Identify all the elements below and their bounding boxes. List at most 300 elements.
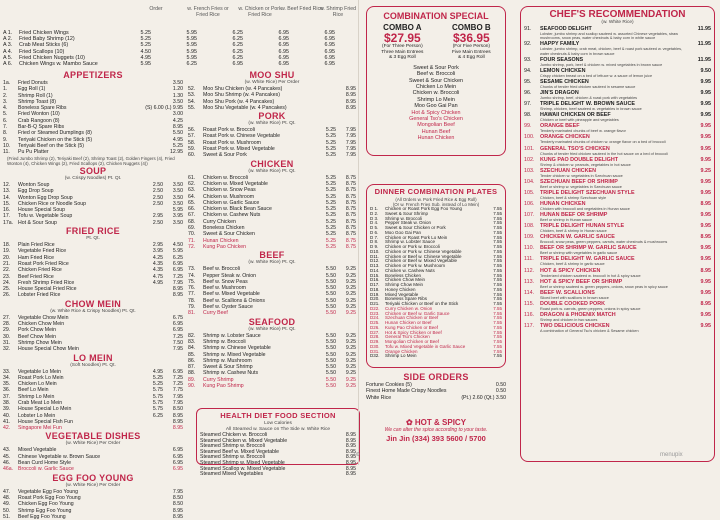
item-number: D15. <box>370 272 380 278</box>
item-price-quart: 6.95 <box>172 321 183 328</box>
item-price-pint: 5.50 <box>325 364 336 371</box>
item-price: 4.50 <box>140 48 151 55</box>
item-number: D24. <box>370 315 380 321</box>
header-shrimp: w. Shrimp Fried Rice <box>319 6 357 18</box>
item-name: Sweet & Sour Shrimp <box>203 364 253 371</box>
health-sub2: All Steamed w. Sauce on The Side w. White Rice <box>225 427 331 432</box>
vegetable-dishes-subtitle: (w. White Rice) Per Order <box>65 441 121 447</box>
item-name: SESAME CHICKEN <box>540 78 589 85</box>
item-price-quart: 6.25 <box>172 254 183 261</box>
chef-item-description: Lobster, jumbo shrimp, crab meat, chicken, beef & roast pork sauteed w. vegetables, water chestnuts & baby corn in brown sauce <box>540 47 683 56</box>
item-name: Chicken or Roast Pork Egg Foo Young <box>385 206 463 211</box>
combo-a-desc: (For Three Person) Three Main Entrees & 3 Egg Roll <box>381 44 424 61</box>
item-price-quart: 5.95 <box>172 248 183 255</box>
item-name: Roast Pork Lo Mein <box>18 374 64 381</box>
item-price: 8.95 <box>172 124 183 131</box>
item-name: SZECHUAN BEEF OR SHRIMP <box>540 178 618 185</box>
item-name: Roast Pork w. Broccoli <box>203 127 255 134</box>
item-number: D 6. <box>370 229 379 235</box>
item-price: 7.55 <box>493 206 502 211</box>
item-number: 95. <box>524 78 532 85</box>
item-name: Beef w. Broccoli <box>203 266 240 273</box>
header-beef: w. Beef Fried Rice <box>280 6 324 12</box>
item-name: Chicken Lo Mein <box>18 381 57 388</box>
item-price: 8.95 <box>345 454 356 461</box>
item-name: JIN'S DRAGON <box>540 90 579 97</box>
item-price: 7.55 <box>493 263 502 268</box>
item-price: 7.55 <box>493 343 502 349</box>
item-price-quart: 8.75 <box>345 243 356 250</box>
item-price: 6.95 <box>324 30 335 36</box>
item-name: Shrimp Lo Mein <box>18 393 55 400</box>
moo-shu-subtitle: (w. White Rice) Per Order <box>244 80 300 85</box>
item-price-quart: 9.25 <box>345 291 356 298</box>
item-price: 5.95 <box>140 60 151 67</box>
item-name: Shrimp Toast (8) <box>18 98 56 105</box>
item-number: 36. <box>3 387 11 394</box>
item-name: Tofu w. Mixed Vegetable in Garlic Sauce <box>385 343 466 349</box>
item-price: (Pt.) 2.60 (Qt.) 3.50 <box>461 394 506 401</box>
item-price: 9.95 <box>700 145 711 152</box>
header-chicken-pork: w. Chicken or Pork Fried Rice <box>238 6 282 18</box>
combo-b <box>452 23 491 61</box>
chef-title: CHEF'S RECOMMENDATION <box>549 9 686 20</box>
item-price: 7.55 <box>493 305 502 311</box>
item-number: 30. <box>3 333 11 340</box>
item-price: 5.25 <box>140 42 151 49</box>
item-name: Beef w. Oyster Sauce <box>203 304 253 311</box>
vegetable-dishes-title: VEGETABLE DISHES <box>45 431 141 442</box>
item-name: Chicken Egg Foo Young <box>18 501 74 508</box>
item-price-quart: 9.25 <box>345 266 356 273</box>
item-number: D 8. <box>370 239 379 245</box>
item-price-pint: 5.75 <box>152 387 163 394</box>
item-name: Honey Chicken <box>385 286 416 292</box>
item-number: 7. <box>3 124 8 131</box>
item-name: Curry Shrimp <box>203 376 234 383</box>
chef-item-description: Chunks of tender fried chicken sauteed in the hot sauce on a bed of broccoli <box>540 151 668 156</box>
item-name: Steamed Scallop w. Mixed Vegetable <box>200 465 286 472</box>
item-number: 32. <box>3 346 11 353</box>
item-price: 9.95 <box>700 134 711 141</box>
item-price-quart: 8.95 <box>172 292 183 299</box>
item-price: 6.95 <box>278 36 289 43</box>
item-number: 81. <box>188 310 196 317</box>
item-price: 6.95 <box>232 60 243 67</box>
item-price-pint <box>143 346 163 352</box>
item-name: Roast Pork w. Mushroom <box>203 139 261 146</box>
pork-title: PORK <box>258 111 286 122</box>
item-price-quart: 7.95 <box>345 133 356 140</box>
item-name: Beef w. Mixed Vegetable <box>203 291 260 298</box>
item-price-pint: 5.50 <box>325 370 336 377</box>
item-name: GENERAL TSO'S CHICKEN <box>540 145 610 152</box>
item-number: 45. <box>3 453 11 460</box>
item-number: 105. <box>524 189 535 196</box>
item-price: 5.25 <box>140 36 151 43</box>
item-name: Shrimp w. Mushroom <box>203 357 252 364</box>
moo-shu-title: MOO SHU <box>249 70 295 80</box>
item-number: D21. <box>370 301 380 306</box>
item-name: Shrimp Chow Mein <box>385 282 424 287</box>
item-price: 11.95 <box>697 41 711 48</box>
item-name: House Special Soup <box>18 207 66 214</box>
fried-rice-title: FRIED RICE <box>65 226 120 237</box>
item-name: Moo Shu Shrimp (w. 4 Pancakes) <box>203 92 280 99</box>
item-price: 9.95 <box>700 223 711 230</box>
watermark: menupix <box>660 452 683 458</box>
item-price: 3.50 <box>172 98 183 105</box>
item-name: Teriyaki Chicken or Beef on the Stick <box>385 301 459 306</box>
item-name: TRIPLE DELIGHT HUNAN STYLE <box>540 223 625 230</box>
item-price: 4.95 <box>140 54 151 61</box>
item-number: 93. <box>524 56 532 63</box>
item-number: 107. <box>524 212 535 219</box>
item-name: ORANGE CHICKEN <box>540 134 590 141</box>
item-name: Sweet & Sour Chicken or Pork <box>385 225 446 230</box>
item-name: Steamed Shrimp w. Broccoli <box>200 443 265 450</box>
chef-item-description: Tenderized chicken sauteed w. broccoli in hot & spicy sauce <box>540 273 641 278</box>
item-name: HOT & SPICY BEEF OR SHRIMP <box>540 278 623 285</box>
chef-item-description: Chicken, beef & shrimp in garlic sauce <box>540 262 605 267</box>
item-name: Crab Meat Lo Mein <box>18 399 63 406</box>
section-chow-mein <box>3 299 183 353</box>
item-number: 64. <box>188 193 196 200</box>
combo-entree: Sweet & Sour Pork <box>413 64 459 71</box>
item-price-quart: 8.75 <box>345 199 356 206</box>
item-number: A 3. <box>3 42 13 49</box>
item-name: Fried or Steamed Dumplings (8) <box>18 130 92 137</box>
item-price: 7.95 <box>172 488 183 495</box>
item-name: TRIPLE DELIGHT W. BROWN SAUCE <box>540 101 635 108</box>
item-number: D 1. <box>370 206 379 211</box>
section-pork <box>188 111 356 158</box>
item-price-quart: 8.75 <box>345 174 356 181</box>
item-number: 28. <box>3 321 11 328</box>
item-name: Roast Pork Fried Rice <box>18 260 69 267</box>
item-number: D11. <box>370 253 380 259</box>
item-price: 6.95 <box>324 54 335 61</box>
item-number: 111. <box>524 256 534 263</box>
menu-item <box>188 310 356 316</box>
combo-a <box>381 23 423 61</box>
item-price: 6.95 <box>324 60 335 67</box>
item-name: Curry Chicken w. Onion <box>385 305 433 311</box>
item-price-pint: 5.25 <box>152 381 163 388</box>
item-number: D18. <box>370 286 380 292</box>
item-price-pint: 5.25 <box>325 225 336 232</box>
item-price-quart: 3.50 <box>172 181 183 188</box>
item-number: 92. <box>524 41 532 48</box>
item-name: Beef w. Scallions & Onions <box>203 297 265 304</box>
item-name: Boneless Spare Ribs <box>18 105 67 112</box>
item-price-pint: 5.25 <box>325 243 336 250</box>
item-name: Hot & Spicy Chicken or Beef <box>385 329 442 335</box>
item-number: D16. <box>370 277 380 283</box>
item-price: 7.55 <box>493 348 502 354</box>
combo-entree: Mongolian Beef <box>417 122 455 129</box>
item-price: 5.95 <box>186 30 197 36</box>
item-price: 8.50 <box>172 494 183 501</box>
side-orders <box>366 372 506 401</box>
item-price: 6.95 <box>172 453 183 460</box>
chef-item-description: Shrimp, chicken, beef sauteed w. vegetables in brown sauce <box>540 107 642 112</box>
chef-item-description: Beef or shrimp w. vegetables in Szechuan sauce <box>540 184 622 189</box>
item-number: 100. <box>524 134 535 141</box>
item-number: D28. <box>370 334 380 340</box>
chef-item <box>524 279 711 285</box>
item-price-quart: 3.95 <box>172 213 183 220</box>
item-name: Finest Home Made Crispy Noodles <box>366 388 447 395</box>
item-number: 104. <box>524 178 535 185</box>
item-name: Kung Pao Chicken <box>203 243 246 250</box>
item-number: A 6. <box>3 60 13 67</box>
chef-item-description: Jumbo shrimp, beef, chicken & roast pork with vegetables <box>540 96 638 101</box>
item-price-quart: 8.95 <box>172 286 183 293</box>
item-price-quart: 9.25 <box>345 345 356 352</box>
item-name: Egg Drop Soup <box>18 188 54 195</box>
item-number: 10. <box>3 142 11 149</box>
item-name: Lobster Lo Mein <box>18 412 56 419</box>
item-name: Wonton Soup <box>18 181 50 188</box>
item-price: 12.95 <box>170 149 183 156</box>
item-price: 4.25 <box>172 117 183 124</box>
item-price: 7.55 <box>493 315 502 321</box>
item-price: 5.95 <box>186 42 197 49</box>
item-price: 8.95 <box>345 459 356 466</box>
item-number: 48. <box>3 494 11 501</box>
item-price: 6.95 <box>278 48 289 55</box>
item-name: Shrimp Chow Mein <box>18 339 62 346</box>
health-sub1: Low Calories <box>264 421 292 426</box>
item-number: 1a. <box>3 80 11 86</box>
phone-number[interactable]: Jin Jin (334) 393 5600 / 5700 <box>386 434 486 443</box>
item-number: 40. <box>3 412 11 419</box>
section-seafood <box>188 317 356 390</box>
wings-row <box>3 61 353 67</box>
item-number: 62. <box>188 180 196 187</box>
menu-item <box>188 383 356 389</box>
item-price: 7.55 <box>493 210 502 216</box>
item-price-quart: 9.25 <box>345 376 356 383</box>
item-price-quart: 7.25 <box>172 333 183 340</box>
item-number: D13. <box>370 263 380 268</box>
item-price-pint: 2.95 <box>152 213 163 220</box>
item-name: Beef Egg Foo Young <box>18 513 66 520</box>
item-price: 3.00 <box>172 111 183 118</box>
item-name: ORANGE BEEF <box>540 123 580 130</box>
item-name: Orange Chicken <box>385 348 418 354</box>
item-name: HAPPY FAMILY <box>540 41 580 48</box>
item-name: Boneless Spare Ribs <box>385 296 428 302</box>
item-name: Steamed Chicken w. Mixed Vegetable <box>200 437 288 444</box>
item-price: 7.55 <box>493 282 502 287</box>
item-price-quart: 6.95 <box>172 260 183 267</box>
item-name: Chicken Wings w. Mambo Sauce <box>19 60 98 67</box>
item-price-quart: 3.50 <box>172 219 183 226</box>
item-name: Vegetable Lo Mein <box>18 368 61 375</box>
item-name: Chicken w. Mushroom <box>203 193 255 200</box>
seafood-subtitle: (w. White Rice) Pt. Qt. <box>248 326 296 332</box>
item-price-quart: 3.50 <box>172 188 183 195</box>
item-price: 7.55 <box>493 244 502 249</box>
item-price: 8.95 <box>345 86 356 92</box>
chef-item-description: Shrimp & chicken w. peanuts, vegetables in hot sauce <box>540 162 631 167</box>
item-number: 38. <box>3 399 11 406</box>
combo-entree: Beef w. Broccoli <box>416 71 456 78</box>
item-price-pint: 5.25 <box>325 180 336 187</box>
item-name: Shrimp w. Lobster Sauce <box>203 332 261 339</box>
item-price-pint: 5.50 <box>325 338 336 345</box>
item-price-pint: 5.25 <box>152 374 163 381</box>
column-1 <box>3 70 183 520</box>
item-name: Wonton Egg Drop Soup <box>18 194 73 201</box>
item-number: 14. <box>3 194 11 201</box>
chef-item <box>524 146 711 152</box>
item-price: 4.95 <box>172 136 183 143</box>
item-price: 7.55 <box>493 329 502 335</box>
item-name: House Special Fish Fun <box>18 418 74 425</box>
item-price: 8.95 <box>345 437 356 444</box>
item-price-pint: 2.50 <box>152 188 163 195</box>
item-name: SEAFOOD DELIGHT <box>540 26 592 32</box>
item-number: 71. <box>188 237 196 244</box>
item-price-pint: 5.50 <box>325 351 336 358</box>
chef-item <box>524 290 711 296</box>
item-price: 6.95 <box>278 42 289 49</box>
item-price-quart: 9.25 <box>345 310 356 317</box>
item-number: 88. <box>188 370 196 377</box>
item-name: Pepper Steak w. Onion <box>385 220 432 226</box>
item-price-quart: 8.75 <box>345 180 356 187</box>
item-price: 9.95 <box>700 156 711 163</box>
lo-mein-title: LO MEIN <box>73 352 113 363</box>
item-name: General Tso's Chicken <box>385 334 430 340</box>
chef-item-description: Chicken, beef & shrimp in Hunan sauce <box>540 229 607 234</box>
item-number: 116. <box>524 311 535 318</box>
dinner-list <box>370 207 502 359</box>
item-price-quart: 8.75 <box>345 218 356 225</box>
item-number: 3. <box>3 98 8 105</box>
item-name: Beef w. Mushroom <box>203 285 246 292</box>
section-vegetable-dishes <box>3 431 183 472</box>
chef-item-description: Beef or shrimp with vegetables in garlic sauce <box>540 251 618 256</box>
item-number: 108. <box>524 223 535 230</box>
chef-item-description: Chicken, beef & shrimp Szechuan style <box>540 195 607 200</box>
item-name: Sweet & Sour Pork <box>203 152 247 159</box>
column-divider <box>358 0 359 465</box>
item-price-quart: 7.95 <box>345 146 356 153</box>
item-price: 6.95 <box>278 60 289 67</box>
item-price: 6.95 <box>278 54 289 61</box>
item-name: Pu Pu Platter <box>18 149 49 156</box>
page-number: 00 <box>354 452 360 458</box>
chef-item-description: Lobster, jumbo shrimp and scallop sauteed w. assorted Chinese vegetables, straw mushrooms, snow peas, water chestnuts & baby corn in white sauce <box>540 32 679 41</box>
item-number: 60. <box>188 152 196 159</box>
item-name: Shrimp w. Cashew Nuts <box>203 370 259 377</box>
item-name: Chicken or Beef w. Garlic Sauce <box>385 310 450 316</box>
item-price-quart: 8.95 <box>172 412 183 419</box>
item-name: Fried Wonton (10) <box>18 111 60 118</box>
item-name: Plain Fried Rice <box>18 242 55 249</box>
combo-entree: General Tso's Chicken <box>409 116 463 123</box>
item-name: Beef w. Snow Peas <box>203 278 248 285</box>
item-number: 73. <box>188 266 196 273</box>
item-name: FOUR SEASONS <box>540 56 584 63</box>
health-item <box>200 472 356 478</box>
item-name: Beef Lo Mein <box>18 387 49 394</box>
item-name: Moo Shu Chicken (w. 4 Pancakes) <box>203 86 283 92</box>
item-number: 63. <box>188 187 196 194</box>
item-price: 9.95 <box>700 90 711 97</box>
item-price: 5.50 <box>172 130 183 137</box>
item-number: 31. <box>3 339 11 346</box>
item-number: 11. <box>3 149 10 156</box>
item-price-quart: 7.95 <box>172 279 183 286</box>
item-name: Shrimp Roll (1) <box>18 92 53 99</box>
item-price: 1.30 <box>172 92 183 99</box>
item-price: 9.95 <box>700 212 711 219</box>
item-price: 9.95 <box>700 311 711 318</box>
section-fried-rice <box>3 226 183 299</box>
item-number: A 5. <box>3 54 13 61</box>
item-price: 7.55 <box>493 334 502 340</box>
item-number: 82. <box>188 332 196 339</box>
item-name: Chicken w. Broccoli <box>203 174 248 181</box>
item-name: Chicken or Pork w. Mushroom <box>385 263 446 268</box>
item-name: BEEF W. SCALLIONS <box>540 289 595 296</box>
item-price-pint: 5.25 <box>325 199 336 206</box>
item-number: 50. <box>3 507 11 514</box>
item-price-quart: 3.50 <box>172 200 183 207</box>
item-number: D19. <box>370 291 380 297</box>
item-price: 9.95 <box>700 323 711 330</box>
item-number: 59. <box>188 146 196 153</box>
item-price-quart: 7.95 <box>345 152 356 159</box>
item-name: White Rice <box>366 394 392 401</box>
item-number: 94. <box>524 67 532 74</box>
item-number: 52. <box>188 86 196 92</box>
item-price: 3.50 <box>172 80 183 86</box>
item-name: Egg Roll (1) <box>18 86 46 93</box>
item-price-pint: 4.35 <box>152 267 163 274</box>
item-name: Chicken or Pork w. Broccoli <box>385 244 440 249</box>
item-price-quart: 8.95 <box>172 418 183 425</box>
item-price: 9.50 <box>700 67 711 74</box>
item-number: 85. <box>188 351 196 358</box>
item-price: 9.95 <box>700 112 711 119</box>
item-price: 9.95 <box>700 278 711 285</box>
combo-b-desc: (For Five Person) Five Main Entrees & 4 Egg Roll <box>452 44 491 61</box>
item-price: 6.25 <box>232 48 243 55</box>
chef-sub: (w. White Rice) <box>601 20 634 25</box>
item-number: 15. <box>3 200 11 207</box>
item-name: Vegetable Fried Rice <box>18 248 67 255</box>
item-price-pint: 5.25 <box>325 218 336 225</box>
item-name: KUNG PAO DOUBLE DELIGHT <box>540 156 619 163</box>
item-number: 106. <box>524 201 535 207</box>
chef-item-description: Roast pork w. carrots, green peppers, onions in spicy sauce <box>540 306 641 311</box>
item-number: D23. <box>370 310 380 316</box>
item-price: 8.95 <box>172 507 183 514</box>
item-number: 35. <box>3 381 11 388</box>
item-number: 47. <box>3 488 11 495</box>
item-price-quart: 9.25 <box>345 297 356 304</box>
item-number: D27. <box>370 329 380 335</box>
item-price-pint: 5.50 <box>325 310 336 317</box>
item-number: 70. <box>188 231 196 238</box>
item-price: 6.25 <box>232 30 243 36</box>
